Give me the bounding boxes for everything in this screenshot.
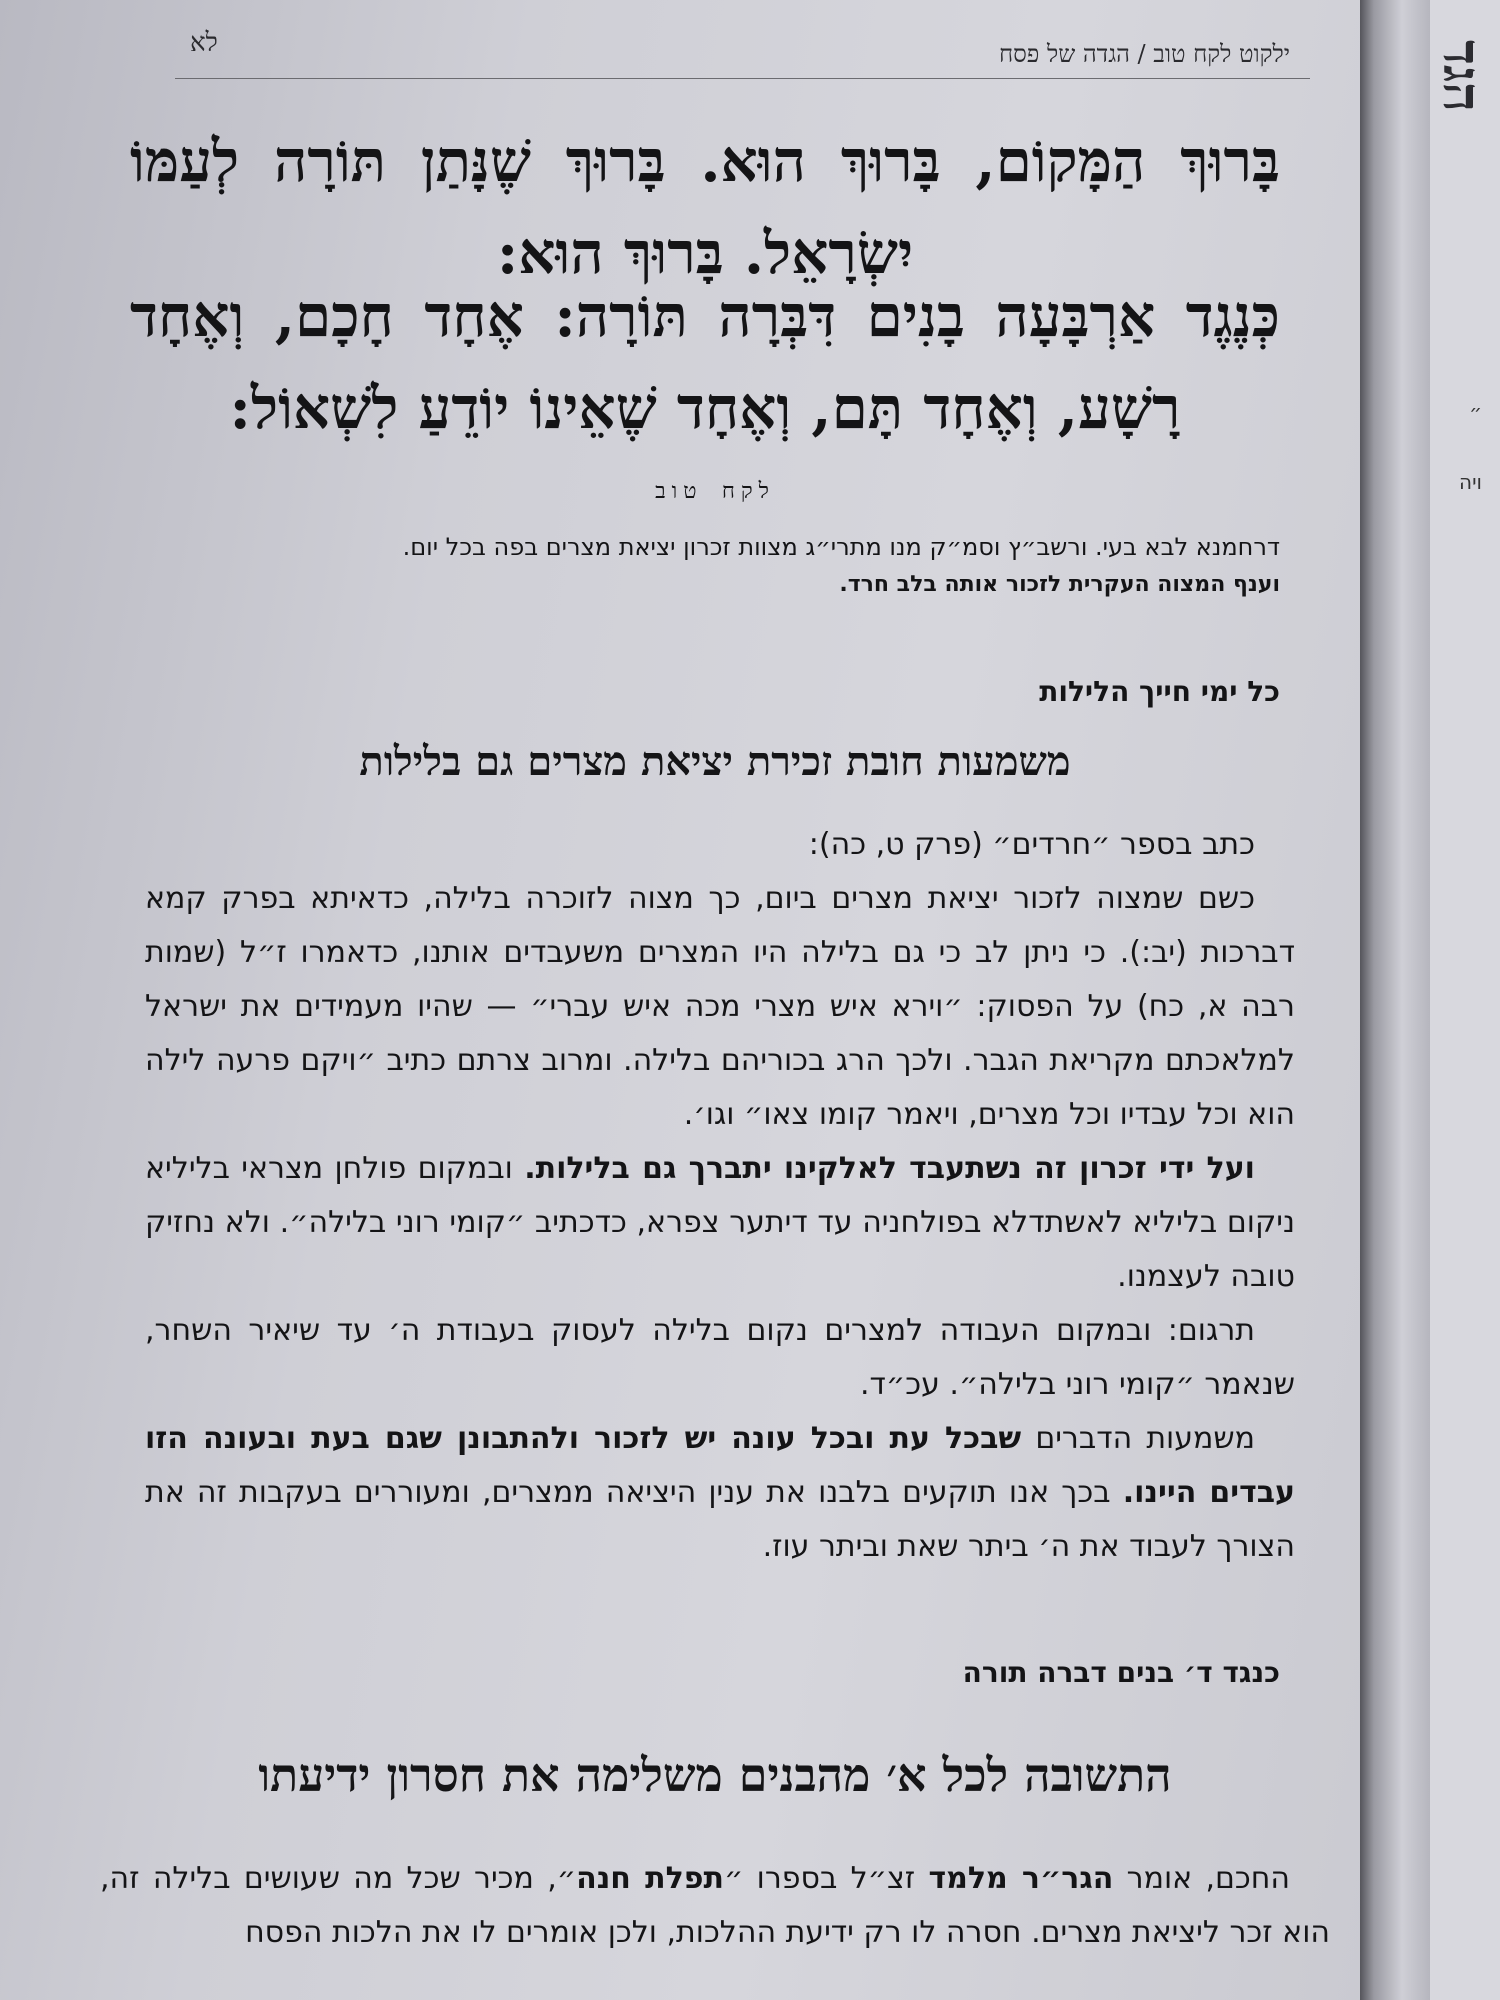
text: ובמקום פולחן מצראי בליליא ניקום בליליא לאשתדלא בפולחניה עד דיתער צפרא, כדכתיב ״קומי רוני בלילה״. ולא נחזיק טובה לעצמנו. [145, 1151, 1295, 1294]
section-1-title: משמעות חובת זכירת יציאת מצרים גם בלילות [359, 738, 1071, 785]
section-1-paragraph: תרגום: ובמקום העבודה למצרים נקום בלילה לעסוק בעבודת ה׳ עד שיאיר השחר, שנאמר ״קומי רוני בלילה״. עכ״ד. [145, 1313, 1295, 1402]
text: בכך אנו תוקעים בלבנו את ענין היציאה ממצרים, ומעוררים בעקבות זה את הצורך לעבוד את ה׳ ביתר שאת וביתר עוז. [145, 1475, 1295, 1564]
next-page-fragment-3: ויה [1459, 470, 1482, 494]
section-1-paragraph: כתב בספר ״חרדים״ (פרק ט, כה): [808, 827, 1255, 862]
bold-text: שבכל עת ובכל עונה יש לזכור ולהתבונן שגם בעת ובעונה הזו עבדים היינו. [145, 1421, 1295, 1510]
lekach-tov-line-1: דרחמנא לבא בעי. ורשב״ץ וסמ״ק מנו מתרי״ג מצוות זכרון יציאת מצרים בפה בכל יום. [402, 533, 1280, 561]
section-1-paragraph: כשם שמצוה לזכור יציאת מצרים ביום, כך מצוה לזוכרה בלילה, כדאיתא בפרק קמא דברכות (יב:). כי ניתן לב כי גם בלילה היו המצרים משעבדים אותנו, כדאמרו ז״ל (שמות רבה א, כח) על הפסוק: ״וירא איש מצרי מכה איש עברי״ — שהיו מעמידים את ישראל למלאכתם מקריאת הגבר. ולכך הרג בכוריהם בלילה. ומרוב צרתם כתיב ״ויקם פרעה לילה הוא וכל עבדיו וכל מצרים, ויאמר קומו צאו״ וגו׳. [145, 881, 1295, 1132]
text: משמעות הדברים [1021, 1421, 1255, 1456]
page-gutter [1360, 0, 1430, 2000]
section-2-paragraph [100, 1852, 1330, 1960]
haggadah-text-baruch-hamakom: בָּרוּךְ הַמָּקוֹם, בָּרוּךְ הוּא. בָּרוּךְ שֶׁנָּתַן תּוֹרָה לְעַמּוֹ יִשְׂרָאֵל. בָּרוּךְ הוּא: [130, 127, 1280, 287]
text: ״, מכיר שכל מה שעושים בלילה זה, הוא זכר ליציאת מצרים. חסרה לו רק ידיעת ההלכות, ולכן אומרים לו את הלכות הפסח [100, 1861, 1330, 1950]
text: החכם, אומר [1113, 1861, 1290, 1896]
section-1-paragraph [145, 1412, 1295, 1574]
lekach-tov-commentary [130, 528, 1280, 604]
next-page-fragment-2: ״ [1469, 400, 1482, 424]
bold-text: ועל ידי זכרון זה נשתעבד לאלקינו יתברך גם בלילות. [524, 1151, 1255, 1186]
section-2-label: כנגד ד׳ בנים דברה תורה [962, 1656, 1280, 1689]
next-page-fragment: הגד [1431, 40, 1492, 113]
next-page-edge [1430, 0, 1500, 2000]
haggadah-text-four-sons: כְּנֶגֶד אַרְבָּעָה בָנִים דִּבְּרָה תּוֹרָה: אֶחָד חָכָם, וְאֶחָד רָשָׁע, וְאֶחָד תָּם, וְאֶחָד שֶׁאֵינוֹ יוֹדֵעַ לִשְׁאוֹל: [130, 282, 1280, 442]
section-1-body [145, 818, 1295, 1574]
text: זצ״ל בספרו ״ [724, 1861, 929, 1896]
bold-text: הגר״ר מלמד [928, 1861, 1114, 1896]
section-1-paragraph [145, 1142, 1295, 1304]
running-head: ילקוט לקח טוב / הגדה של פסח [998, 40, 1290, 68]
bold-text: תפלת חנה [576, 1861, 724, 1896]
section-1-label: כל ימי חייך הלילות [1039, 675, 1280, 708]
header-rule [175, 78, 1310, 79]
lekach-tov-heading: לקח טוב [655, 479, 775, 504]
section-2-body [100, 1852, 1330, 1960]
section-2-title: התשובה לכל א׳ מהבנים משלימה את חסרון ידיעתו [258, 1748, 1172, 1802]
page-number: לא [190, 28, 218, 58]
lekach-tov-line-2: וענף המצוה העקרית לזכור אותה בלב חרד. [839, 572, 1280, 597]
